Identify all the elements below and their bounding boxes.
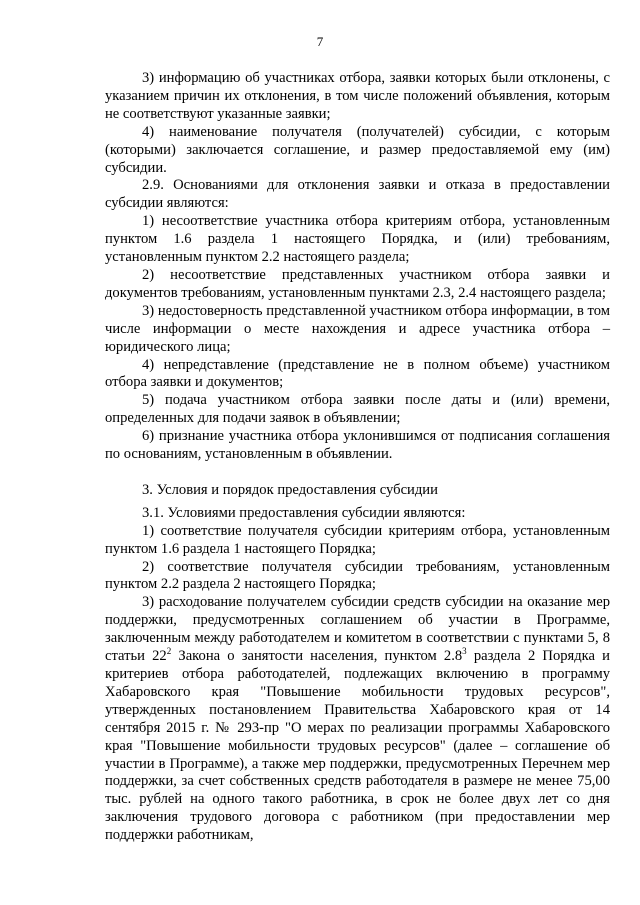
condition-3 (105, 594, 610, 845)
ground-5: 5) подача участником отбора заявки после даты и (или) времени, определенных для подачи заявок в объявлении; (105, 392, 610, 427)
ground-1: 1) несоответствие участника отбора критериям отбора, установленным пунктом 1.6 раздела 1 настоящего Порядка, и (или) требованиям, установленным пунктом 2.2 настоящего раздела; (105, 213, 610, 266)
ground-6: 6) признание участника отбора уклонившимся от подписания соглашения по основаниям, установленным в объявлении. (105, 428, 610, 463)
condition-3-part-1: 3) расходование получателем субсидии средств субсидии на оказание мер поддержки, предусмотренных соглашением об участии в Программе, заключенным между работодателем и комитетом в соответствии с пунктами 5, 8 статьи 22 (105, 594, 610, 665)
section-3-heading: 3. Условия и порядок предоставления субсидии (142, 481, 438, 498)
condition-3-part-2: Закона о занятости населения, пунктом 2.8 (171, 648, 463, 665)
superscript-2: 2 (166, 646, 172, 657)
condition-1: 1) соответствие получателя субсидии критериям отбора, установленным пунктом 1.6 раздела 1 настоящего Порядка; (105, 522, 610, 557)
ground-4: 4) непредставление (представление не в полном объеме) участником отбора заявки и документов; (105, 356, 610, 391)
condition-2: 2) соответствие получателя субсидии требованиям, установленным пунктом 2.2 раздела 2 настоящего Порядка; (105, 558, 610, 593)
ground-2: 2) несоответствие представленных участником отбора заявки и документов требованиям, установленным пунктами 2.3, 2.4 настоящего раздела; (105, 266, 610, 301)
condition-3-part-3: раздела 2 Порядка и критериев отбора работодателей, подлежащих включению в программу Хабаровского края "Повышение мобильности трудовых ресурсов", утвержденных постановлением Правительства Хабаровского края от 14 сентября 2015 г. № 293-пр "О мерах по реализации программы Хабаровского края "Повышение мобильности трудовых ресурсов" (далее – соглашение об участии в Программе), а также мер поддержки, предусмотренных Перечнем мер поддержки, за счет собственных средств работодателя в размере не менее 75,00 тыс. рублей на одного такого работника, в срок не более двух лет со дня заключения трудового договора с работником (при предоставлении мер поддержки работникам, (105, 648, 610, 844)
paragraph-4-recipient-name: 4) наименование получателя (получателей) субсидии, с которым (которыми) заключается соглашение, и размер предоставляемой ему (им) субсидии. (105, 123, 610, 176)
page-number: 7 (316, 34, 324, 49)
paragraph-3-results-rejected: 3) информацию об участниках отбора, заявки которых были отклонены, с указанием причин их отклонения, в том числе положений объявления, которым не соответствуют указанные заявки; (105, 70, 610, 122)
superscript-3: 3 (462, 646, 467, 657)
paragraph-3-1: 3.1. Условиями предоставления субсидии являются: (142, 504, 466, 521)
paragraph-2-9-grounds: 2.9. Основаниями для отклонения заявки и отказа в предоставлении субсидии являются: (105, 177, 610, 212)
ground-3: 3) недостоверность представленной участником отбора информации, в том числе информации о месте нахождения и адресе участника отбора – юридического лица; (105, 302, 610, 355)
document-body (105, 70, 610, 845)
